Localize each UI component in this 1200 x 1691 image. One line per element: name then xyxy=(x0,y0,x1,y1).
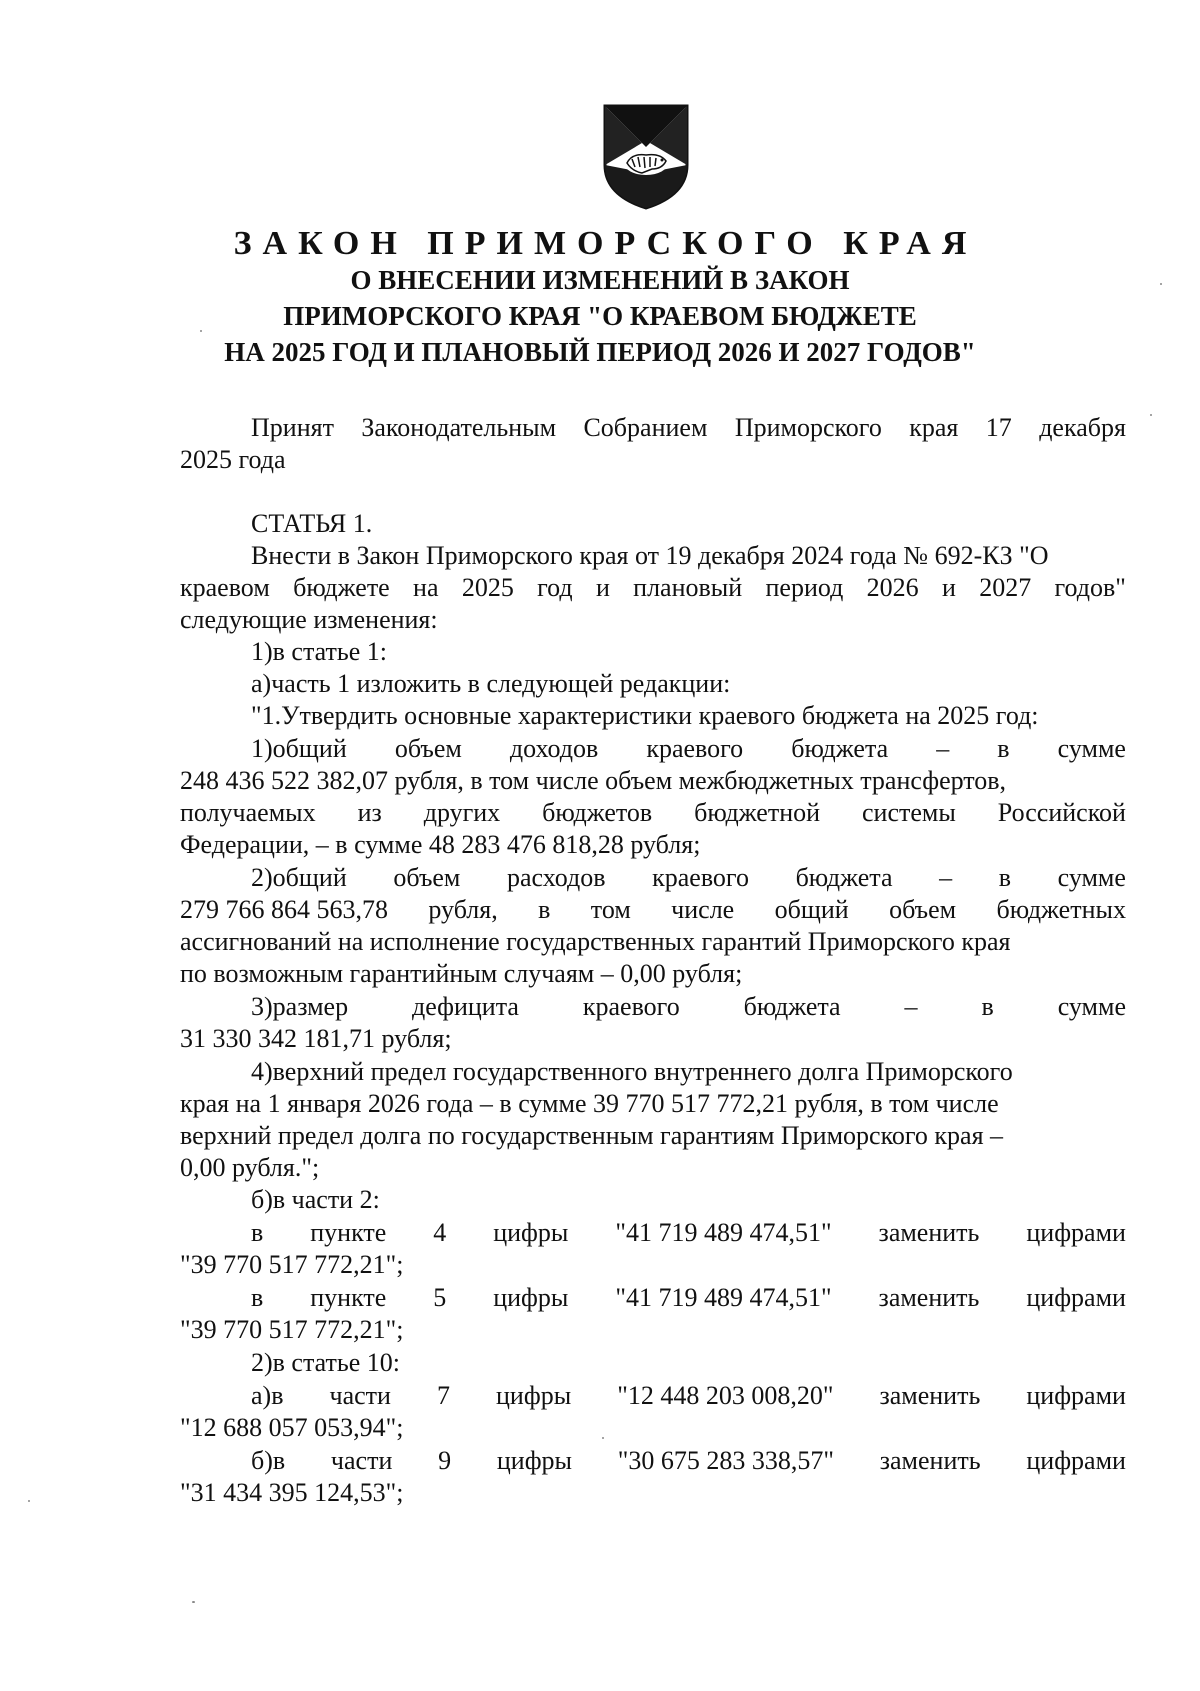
word: краевого xyxy=(646,734,744,763)
word: 17 xyxy=(985,413,1012,442)
item-2a-line xyxy=(251,1380,1126,1412)
p1-line-3 xyxy=(180,797,1126,829)
scan-speck xyxy=(602,1437,604,1439)
word: период xyxy=(765,573,844,602)
item-1: 1)в статье 1: xyxy=(251,637,388,666)
word: краевого xyxy=(652,863,749,892)
p1-line-4: Федерации, – в сумме 48 283 476 818,28 рубля; xyxy=(180,830,701,859)
point-4-value: "39 770 517 772,21"; xyxy=(180,1250,404,1279)
intro-line-2 xyxy=(180,572,1126,604)
intro-line-3: следующие изменения: xyxy=(180,605,438,634)
word: части xyxy=(330,1446,393,1475)
word: в xyxy=(981,992,994,1021)
word: 5 xyxy=(433,1283,447,1312)
word: – xyxy=(904,992,918,1021)
word: – xyxy=(939,863,953,892)
word: краевого xyxy=(582,992,680,1021)
word: 3)размер xyxy=(251,992,349,1021)
word: бюджетных xyxy=(996,895,1126,924)
word: цифры xyxy=(496,1381,572,1410)
word: 7 xyxy=(436,1381,450,1410)
quote-start: "1.Утвердить основные характеристики краевого бюджета на 2025 год: xyxy=(251,701,1039,730)
item-2b-line xyxy=(251,1445,1126,1477)
word: – xyxy=(936,734,950,763)
law-title: ЗАКОН ПРИМОРСКОГО КРАЯ xyxy=(233,225,978,262)
word: том xyxy=(590,895,631,924)
p4-line-4: 0,00 рубля."; xyxy=(180,1153,320,1182)
word: и xyxy=(941,573,956,602)
item-2: 2)в статье 10: xyxy=(251,1348,401,1377)
word: в xyxy=(998,863,1012,892)
word: системы xyxy=(862,798,956,827)
word: 1)общий xyxy=(251,734,347,763)
word: Собранием xyxy=(583,413,708,442)
word: расходов xyxy=(507,863,606,892)
word: Законодательным xyxy=(361,413,557,442)
word: в xyxy=(997,734,1010,763)
point-4-line xyxy=(251,1217,1126,1249)
word: других xyxy=(423,798,501,827)
word: пункте xyxy=(310,1283,387,1312)
word: сумме xyxy=(1057,734,1126,763)
word: "30 675 283 338,57" xyxy=(617,1446,834,1475)
word: сумме xyxy=(1057,992,1126,1021)
word: 2)общий xyxy=(251,863,347,892)
scan-speck xyxy=(192,1601,195,1603)
word: "41 719 489 474,51" xyxy=(615,1218,832,1247)
p4-line-3: верхний предел долга по государственным гарантиям Приморского края – xyxy=(180,1121,1004,1150)
word: 9 xyxy=(438,1446,452,1475)
word: "12 448 203 008,20" xyxy=(617,1381,834,1410)
word: части xyxy=(329,1381,391,1410)
p4-line-1: 4)верхний предел государственного внутреннего долга Приморского xyxy=(251,1057,1013,1086)
word: б)в xyxy=(251,1446,286,1475)
word: бюджетов xyxy=(542,798,653,827)
word: Приморского xyxy=(734,413,882,442)
word: заменить xyxy=(879,1381,981,1410)
word: бюджета xyxy=(795,863,893,892)
scan-speck xyxy=(1150,414,1152,416)
word: заменить xyxy=(879,1446,981,1475)
word: из xyxy=(357,798,382,827)
word: на xyxy=(413,573,439,602)
point-5-value: "39 770 517 772,21"; xyxy=(180,1315,404,1344)
item-2a-value: "12 688 057 053,94"; xyxy=(180,1413,404,1442)
p3-line-1 xyxy=(251,991,1126,1023)
subtitle-line-1: О ВНЕСЕНИИ ИЗМЕНЕНИЙ В ЗАКОН xyxy=(350,265,850,295)
word: 2026 xyxy=(866,573,919,602)
adopted-line-2: 2025 года xyxy=(180,445,286,474)
item-1a: а)часть 1 изложить в следующей редакции: xyxy=(251,669,731,698)
word: доходов xyxy=(509,734,599,763)
word: Российской xyxy=(997,798,1126,827)
item-2b-value: "31 434 395 124,53"; xyxy=(180,1478,404,1507)
word: получаемых xyxy=(180,798,316,827)
word: цифры xyxy=(496,1446,573,1475)
p1-line-2: 248 436 522 382,07 рубля, в том числе объем межбюджетных трансфертов, xyxy=(180,766,1007,795)
word: 279 766 864 563,78 xyxy=(180,895,388,924)
p1-line-1 xyxy=(251,733,1126,765)
word: краевом xyxy=(180,573,270,602)
scan-speck xyxy=(200,330,202,332)
word: в xyxy=(251,1218,264,1247)
word: бюджете xyxy=(293,573,390,602)
word: цифры xyxy=(493,1283,569,1312)
p2-line-1 xyxy=(251,862,1126,894)
word: "41 719 489 474,51" xyxy=(615,1283,832,1312)
word: объем xyxy=(394,734,462,763)
word: а)в xyxy=(251,1381,284,1410)
word: бюджета xyxy=(791,734,889,763)
word: бюджета xyxy=(743,992,841,1021)
word: цифрами xyxy=(1026,1283,1126,1312)
intro-line-1: Внести в Закон Приморского края от 19 декабря 2024 года № 692-КЗ "О xyxy=(251,541,1049,570)
coat-of-arms-tiger-icon xyxy=(602,103,690,211)
word: пункте xyxy=(310,1218,387,1247)
word: объем xyxy=(393,863,461,892)
word: края xyxy=(909,413,959,442)
scan-speck xyxy=(1160,283,1162,285)
word: дефицита xyxy=(412,992,519,1021)
word: цифрами xyxy=(1026,1218,1126,1247)
word: Принят xyxy=(251,413,334,442)
word: годов" xyxy=(1054,573,1126,602)
word: сумме xyxy=(1057,863,1126,892)
word: рубля, xyxy=(428,895,498,924)
word: заменить xyxy=(878,1218,980,1247)
word: заменить xyxy=(878,1283,980,1312)
p3-line-2: 31 330 342 181,71 рубля; xyxy=(180,1024,452,1053)
point-5-line xyxy=(251,1282,1126,1314)
word: в xyxy=(251,1283,264,1312)
p2-line-2 xyxy=(180,894,1126,926)
subtitle-line-2: ПРИМОРСКОГО КРАЯ "О КРАЕВОМ БЮДЖЕТЕ xyxy=(283,301,917,331)
word: 4 xyxy=(433,1218,447,1247)
adopted-line-1 xyxy=(251,412,1126,444)
word: и xyxy=(595,573,610,602)
word: общий xyxy=(774,895,849,924)
p4-line-2: края на 1 января 2026 года – в сумме 39 770 517 772,21 рубля, в том числе xyxy=(180,1089,999,1118)
word: числе xyxy=(671,895,735,924)
word: цифры xyxy=(493,1218,569,1247)
word: плановый xyxy=(633,573,743,602)
word: бюджетной xyxy=(694,798,821,827)
word: в xyxy=(538,895,551,924)
word: 2025 xyxy=(461,573,514,602)
article-heading: СТАТЬЯ 1. xyxy=(251,509,373,538)
p2-line-3: ассигнований на исполнение государственных гарантий Приморского края xyxy=(180,927,1011,956)
word: декабря xyxy=(1039,413,1126,442)
word: цифрами xyxy=(1026,1381,1126,1410)
word: год xyxy=(537,573,573,602)
word: 2027 xyxy=(979,573,1032,602)
scan-speck xyxy=(28,1500,30,1502)
word: цифрами xyxy=(1026,1446,1126,1475)
item-1b: б)в части 2: xyxy=(251,1185,380,1214)
subtitle-line-3: НА 2025 ГОД И ПЛАНОВЫЙ ПЕРИОД 2026 И 2027 ГОДОВ" xyxy=(224,337,976,367)
p2-line-4: по возможным гарантийным случаям – 0,00 рубля; xyxy=(180,959,743,988)
word: объем xyxy=(889,895,957,924)
